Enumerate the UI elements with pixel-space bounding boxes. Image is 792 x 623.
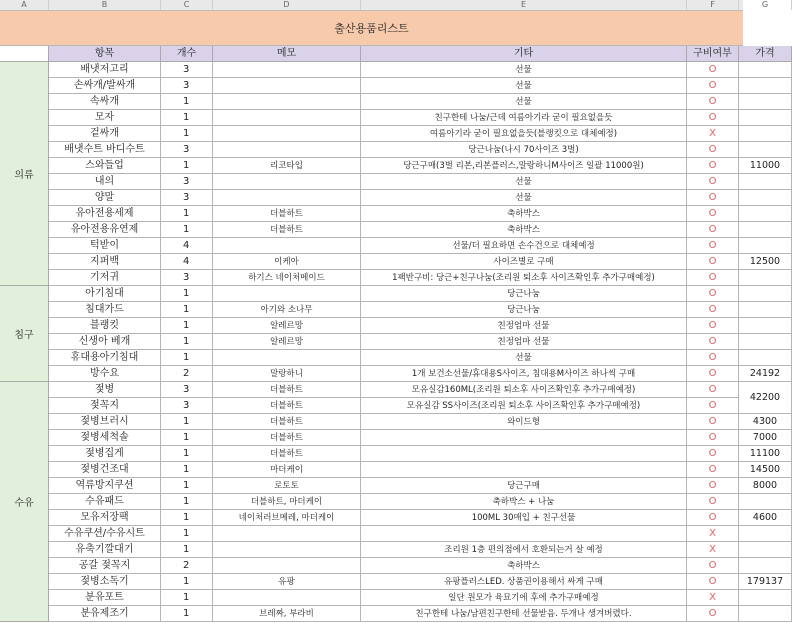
cell-item[interactable]: 스와들업 — [49, 158, 161, 174]
cell-etc[interactable]: 당근나눔(나시 70사이즈 3벌) — [361, 142, 687, 158]
cell-count[interactable]: 1 — [161, 126, 213, 142]
table-row — [49, 62, 743, 78]
cell-etc[interactable]: 유팡플러스LED. 상품권이용해서 싸게 구매 — [361, 574, 687, 590]
table-row — [49, 286, 743, 302]
cell-memo[interactable]: 로토토 — [213, 478, 361, 494]
table-row — [49, 590, 743, 606]
cell-memo[interactable]: 네이처러브메레, 마더케이 — [213, 510, 361, 526]
sheet-title[interactable]: 출산용품리스트 — [0, 11, 743, 46]
cell-price[interactable] — [739, 318, 792, 334]
cell-price[interactable]: 11000 — [739, 158, 792, 174]
cell-memo[interactable]: 리코타입 — [213, 158, 361, 174]
cell-price[interactable] — [739, 110, 792, 126]
column-f[interactable]: F — [687, 0, 739, 10]
column-e[interactable]: E — [361, 0, 687, 10]
cell-price[interactable] — [739, 126, 792, 142]
table-row — [49, 238, 743, 254]
cell-bought[interactable]: O — [687, 94, 739, 110]
table-row — [49, 446, 781, 462]
table-row — [49, 174, 743, 190]
cell-memo[interactable] — [213, 94, 361, 110]
cell-item[interactable]: 배냇수트 바디수트 — [49, 142, 161, 158]
table-row — [49, 270, 743, 286]
table-header-row — [0, 46, 775, 62]
cell-memo[interactable]: 더블하트, 마더케이 — [213, 494, 361, 510]
cell-memo[interactable] — [213, 126, 361, 142]
cell-bought[interactable]: O — [687, 606, 739, 622]
cell-bought[interactable]: O — [687, 414, 739, 430]
column-g[interactable]: G — [739, 0, 792, 10]
cell-count[interactable]: 3 — [161, 174, 213, 190]
cell-memo[interactable] — [213, 142, 361, 158]
cell-memo[interactable]: 말랑하니 — [213, 366, 361, 382]
cell-bought[interactable]: O — [687, 462, 739, 478]
cell-count[interactable]: 1 — [161, 494, 213, 510]
cell-etc[interactable]: 당근구매(3벌 리본,리본플러스,말랑하니M사이즈 일괄 11000원) — [361, 158, 687, 174]
cell-etc[interactable]: 축하박스 + 나눔 — [361, 494, 687, 510]
cell-count[interactable]: 3 — [161, 62, 213, 78]
cell-bought[interactable]: O — [687, 446, 739, 462]
cell-etc[interactable]: 선물 — [361, 190, 687, 206]
cell-etc[interactable]: 선물 — [361, 350, 687, 366]
table-row — [49, 190, 743, 206]
cell-price[interactable] — [739, 542, 792, 558]
cell-memo[interactable] — [213, 110, 361, 126]
cell-item[interactable]: 역류방지쿠션 — [49, 478, 161, 494]
cell-price[interactable]: 4600 — [739, 510, 792, 526]
cell-bought[interactable]: O — [687, 190, 739, 206]
cell-item[interactable]: 손싸개/발싸개 — [49, 78, 161, 94]
cell-etc[interactable]: 축하박스 — [361, 558, 687, 574]
cell-bought[interactable]: X — [687, 526, 739, 542]
cell-item[interactable]: 공갈 젖꼭지 — [49, 558, 161, 574]
table-row — [49, 542, 743, 558]
table-row — [49, 94, 743, 110]
cell-memo[interactable]: 아기와 소나무 — [213, 302, 361, 318]
table-row — [49, 206, 743, 222]
cell-etc[interactable]: 여름아기라 굳이 필요없을듯(블랭킷으로 대체예정) — [361, 126, 687, 142]
cell-item[interactable]: 젖병브러시 — [49, 414, 161, 430]
cell-bought[interactable]: O — [687, 478, 739, 494]
cell-bought[interactable]: O — [687, 142, 739, 158]
cell-bought[interactable]: O — [687, 350, 739, 366]
table-row — [49, 158, 781, 174]
cell-price[interactable] — [739, 526, 792, 542]
cell-bought[interactable]: O — [687, 286, 739, 302]
cell-memo[interactable]: 더블하트 — [213, 382, 361, 398]
cell-count[interactable]: 1 — [161, 302, 213, 318]
cell-etc[interactable]: 1개 보건소선물/휴대용S사이즈, 침대용M사이즈 하나씩 구매 — [361, 366, 687, 382]
cell-price[interactable]: 4300 — [739, 414, 792, 430]
cell-count[interactable]: 3 — [161, 270, 213, 286]
table-row — [49, 558, 743, 574]
cell-bought[interactable]: O — [687, 110, 739, 126]
cell-item[interactable]: 지퍼백 — [49, 254, 161, 270]
cell-price[interactable]: 14500 — [739, 462, 792, 478]
cell-count[interactable]: 1 — [161, 542, 213, 558]
cell-price[interactable]: 8000 — [739, 478, 792, 494]
cell-bought[interactable]: O — [687, 334, 739, 350]
cell-memo[interactable] — [213, 174, 361, 190]
cell-bought[interactable]: O — [687, 222, 739, 238]
table-row — [49, 78, 743, 94]
cell-etc[interactable]: 조리원 1층 편의점에서 호환되는거 살 예정 — [361, 542, 687, 558]
cell-etc[interactable] — [361, 446, 687, 462]
cell-item[interactable]: 젖병소독기 — [49, 574, 161, 590]
table-row — [49, 574, 784, 590]
cell-item[interactable]: 수유쿠션/수유시트 — [49, 526, 161, 542]
cell-price[interactable] — [739, 206, 792, 222]
cell-bought[interactable]: O — [687, 430, 739, 446]
cell-bought[interactable]: O — [687, 206, 739, 222]
header-etc[interactable]: 기타 — [361, 46, 687, 62]
cell-price[interactable] — [739, 190, 792, 206]
cell-price[interactable] — [739, 286, 792, 302]
group-label-cell[interactable]: 의류 — [0, 62, 49, 286]
cell-etc[interactable]: 선물 — [361, 174, 687, 190]
header-count[interactable]: 개수 — [161, 46, 213, 62]
cell-memo[interactable] — [213, 78, 361, 94]
cell-count[interactable]: 1 — [161, 478, 213, 494]
cell-etc[interactable]: 친정엄마 선물 — [361, 318, 687, 334]
cell-count[interactable]: 1 — [161, 430, 213, 446]
cell-memo[interactable] — [213, 350, 361, 366]
cell-etc[interactable]: 축하박스 — [361, 206, 687, 222]
cell-price[interactable] — [739, 174, 792, 190]
table-row — [49, 110, 743, 126]
cell-etc[interactable]: 와이드형 — [361, 414, 687, 430]
cell-memo[interactable] — [213, 62, 361, 78]
cell-item[interactable]: 겉싸개 — [49, 126, 161, 142]
cell-count[interactable]: 3 — [161, 382, 213, 398]
table-row — [49, 334, 743, 350]
cell-count[interactable]: 2 — [161, 558, 213, 574]
cell-etc[interactable]: 친정엄마 선물 — [361, 334, 687, 350]
cell-etc[interactable]: 친구한테 나눔/근데 여름아기라 굳이 필요없을듯 — [361, 110, 687, 126]
column-c[interactable]: C — [161, 0, 213, 10]
table-row — [49, 126, 743, 142]
cell-item[interactable]: 모유저장팩 — [49, 510, 161, 526]
cell-etc[interactable]: 당근구매 — [361, 478, 687, 494]
cell-item[interactable]: 양말 — [49, 190, 161, 206]
table-row — [49, 494, 743, 510]
cell-bought[interactable]: O — [687, 78, 739, 94]
cell-item[interactable]: 신생아 베개 — [49, 334, 161, 350]
table-row — [49, 222, 743, 238]
cell-memo[interactable]: 유팡 — [213, 574, 361, 590]
header-price[interactable]: 가격 — [739, 46, 792, 62]
table-row — [49, 382, 781, 403]
cell-bought[interactable]: O — [687, 510, 739, 526]
cell-memo[interactable]: 더블하트 — [213, 414, 361, 430]
cell-memo[interactable]: 알레르망 — [213, 334, 361, 350]
cell-count[interactable]: 3 — [161, 142, 213, 158]
cell-item[interactable]: 속싸개 — [49, 94, 161, 110]
cell-etc[interactable] — [361, 430, 687, 446]
cell-etc[interactable] — [361, 526, 687, 542]
cell-count[interactable]: 3 — [161, 398, 213, 414]
cell-item[interactable]: 젖병집게 — [49, 446, 161, 462]
cell-memo[interactable] — [213, 558, 361, 574]
cell-memo[interactable]: 더블하트 — [213, 206, 361, 222]
cell-price[interactable] — [739, 494, 792, 510]
header-memo[interactable]: 메모 — [213, 46, 361, 62]
cell-memo[interactable]: 이케아 — [213, 254, 361, 270]
table-row — [49, 414, 778, 430]
cell-memo[interactable]: 더블하트 — [213, 222, 361, 238]
cell-bought[interactable]: O — [687, 158, 739, 174]
cell-bought[interactable]: O — [687, 302, 739, 318]
cell-item[interactable]: 블랭킷 — [49, 318, 161, 334]
cell-price[interactable] — [739, 302, 792, 318]
cell-price[interactable]: 7000 — [739, 430, 792, 446]
cell-item[interactable]: 배냇저고리 — [49, 62, 161, 78]
cell-bought[interactable]: O — [687, 382, 739, 398]
table-row — [49, 526, 743, 542]
table-row — [49, 478, 778, 494]
cell-count[interactable]: 4 — [161, 238, 213, 254]
cell-item[interactable]: 젖병세척솔 — [49, 430, 161, 446]
cell-etc[interactable]: 1팩반구비: 당근+친구나눔(조리원 퇴소후 사이즈확인후 추가구매예정) — [361, 270, 687, 286]
cell-etc[interactable]: 선물 — [361, 78, 687, 94]
cell-count[interactable]: 1 — [161, 110, 213, 126]
cell-count[interactable]: 1 — [161, 158, 213, 174]
cell-count[interactable]: 1 — [161, 590, 213, 606]
cell-memo[interactable]: 브레짜, 부라비 — [213, 606, 361, 622]
cell-price[interactable] — [739, 94, 792, 110]
cell-count[interactable]: 1 — [161, 286, 213, 302]
cell-count[interactable]: 4 — [161, 254, 213, 270]
cell-price[interactable]: 12500 — [739, 254, 792, 270]
cell-memo[interactable]: 하기스 네이처메이드 — [213, 270, 361, 286]
column-a[interactable]: A — [0, 0, 49, 10]
group-label-cell[interactable]: 침구 — [0, 286, 49, 382]
cell-price[interactable]: 42200 — [739, 382, 792, 414]
cell-price[interactable] — [739, 62, 792, 78]
cell-count[interactable]: 1 — [161, 462, 213, 478]
cell-count[interactable]: 1 — [161, 94, 213, 110]
cell-price[interactable] — [739, 270, 792, 286]
table-row — [49, 462, 781, 478]
cell-etc[interactable] — [361, 462, 687, 478]
table-row — [49, 398, 743, 414]
cell-memo[interactable] — [213, 590, 361, 606]
cell-memo[interactable] — [213, 286, 361, 302]
cell-memo[interactable] — [213, 542, 361, 558]
cell-etc[interactable]: 친구한테 나눔/남편친구한테 선물받음. 두개나 생겨버렸다. — [361, 606, 687, 622]
cell-count[interactable]: 1 — [161, 446, 213, 462]
group-label-cell[interactable]: 수유 — [0, 382, 49, 622]
cell-etc[interactable]: 모유실감160ML(조리원 퇴소후 사이즈확인후 추가구매예정) — [361, 382, 687, 398]
cell-bought[interactable]: O — [687, 270, 739, 286]
cell-etc[interactable]: 선물 — [361, 94, 687, 110]
table-row — [49, 142, 743, 158]
cell-price[interactable] — [739, 558, 792, 574]
cell-count[interactable]: 1 — [161, 606, 213, 622]
cell-item[interactable]: 모자 — [49, 110, 161, 126]
cell-etc[interactable]: 100ML 30매입 + 친구선물 — [361, 510, 687, 526]
cell-bought[interactable]: O — [687, 366, 739, 382]
column-b[interactable]: B — [49, 0, 161, 10]
cell-memo[interactable] — [213, 238, 361, 254]
cell-memo[interactable]: 알레르망 — [213, 318, 361, 334]
header-item[interactable]: 항목 — [49, 46, 161, 62]
cell-count[interactable]: 1 — [161, 510, 213, 526]
cell-count[interactable]: 3 — [161, 78, 213, 94]
cell-count[interactable]: 1 — [161, 574, 213, 590]
cell-item[interactable]: 젖병건조대 — [49, 462, 161, 478]
cell-count[interactable]: 1 — [161, 414, 213, 430]
cell-count[interactable]: 1 — [161, 206, 213, 222]
cell-item[interactable]: 분유제조기 — [49, 606, 161, 622]
cell-item[interactable]: 분유포트 — [49, 590, 161, 606]
cell-etc[interactable]: 모유실감 SS사이즈(조리원 퇴소후 사이즈확인후 추가구매예정) — [361, 398, 687, 414]
cell-bought[interactable]: X — [687, 590, 739, 606]
cell-price[interactable] — [739, 238, 792, 254]
cell-price[interactable] — [739, 590, 792, 606]
cell-item[interactable]: 아기침대 — [49, 286, 161, 302]
cell-price[interactable] — [739, 142, 792, 158]
cell-bought[interactable]: O — [687, 574, 739, 590]
table-row — [49, 254, 781, 270]
cell-etc[interactable]: 일단 원모가 육묘기에 후에 추가구매예정 — [361, 590, 687, 606]
table-row — [49, 606, 743, 622]
cell-memo[interactable] — [213, 190, 361, 206]
header-bought[interactable]: 구비여부 — [687, 46, 739, 62]
cell-price[interactable] — [739, 222, 792, 238]
cell-item[interactable]: 휴대용아기침대 — [49, 350, 161, 366]
cell-memo[interactable]: 더블하트 — [213, 430, 361, 446]
table-row — [49, 318, 743, 334]
cell-count[interactable]: 1 — [161, 318, 213, 334]
table-row — [49, 510, 778, 526]
cell-bought[interactable]: X — [687, 542, 739, 558]
cell-item[interactable]: 유아전용세제 — [49, 206, 161, 222]
cell-item[interactable]: 젖병 — [49, 382, 161, 398]
cell-bought[interactable]: O — [687, 558, 739, 574]
cell-etc[interactable]: 선물/더 필요하면 손수건으로 대체예정 — [361, 238, 687, 254]
table-row — [49, 430, 778, 446]
cell-bought[interactable]: O — [687, 318, 739, 334]
cell-price[interactable] — [739, 606, 792, 622]
cell-item[interactable]: 수유패드 — [49, 494, 161, 510]
table-row — [49, 302, 743, 318]
cell-item[interactable]: 유축기깔대기 — [49, 542, 161, 558]
cell-item[interactable]: 기저귀 — [49, 270, 161, 286]
cell-bought[interactable]: O — [687, 174, 739, 190]
cell-count[interactable]: 1 — [161, 222, 213, 238]
cell-etc[interactable]: 축하박스 — [361, 222, 687, 238]
cell-etc[interactable]: 당근나눔 — [361, 302, 687, 318]
cell-item[interactable]: 내의 — [49, 174, 161, 190]
cell-count[interactable]: 2 — [161, 366, 213, 382]
cell-item[interactable]: 턱받이 — [49, 238, 161, 254]
cell-item[interactable]: 침대가드 — [49, 302, 161, 318]
cell-memo[interactable] — [213, 526, 361, 542]
cell-price[interactable] — [739, 78, 792, 94]
cell-item[interactable]: 젖꼭지 — [49, 398, 161, 414]
table-row — [49, 366, 781, 382]
cell-price[interactable]: 11100 — [739, 446, 792, 462]
cell-memo[interactable]: 더블하트 — [213, 398, 361, 414]
cell-bought[interactable]: O — [687, 254, 739, 270]
cell-memo[interactable]: 더블하트 — [213, 446, 361, 462]
cell-item[interactable]: 유아전용유연제 — [49, 222, 161, 238]
cell-memo[interactable]: 마더케이 — [213, 462, 361, 478]
cell-price[interactable] — [739, 334, 792, 350]
cell-count[interactable]: 1 — [161, 334, 213, 350]
cell-price[interactable] — [739, 350, 792, 366]
cell-count[interactable]: 1 — [161, 526, 213, 542]
cell-etc[interactable]: 사이즈별로 구매 — [361, 254, 687, 270]
cell-bought[interactable]: X — [687, 126, 739, 142]
header-blank-cell[interactable] — [0, 46, 49, 62]
column-d[interactable]: D — [213, 0, 361, 10]
cell-bought[interactable]: O — [687, 398, 739, 414]
table-row — [49, 350, 743, 366]
cell-bought[interactable]: O — [687, 62, 739, 78]
cell-price[interactable]: 24192 — [739, 366, 792, 382]
cell-bought[interactable]: O — [687, 238, 739, 254]
cell-bought[interactable]: O — [687, 494, 739, 510]
cell-count[interactable]: 3 — [161, 190, 213, 206]
column-header-bar — [0, 0, 769, 11]
cell-etc[interactable]: 선물 — [361, 62, 687, 78]
cell-count[interactable]: 1 — [161, 350, 213, 366]
cell-etc[interactable]: 당근나눔 — [361, 286, 687, 302]
cell-item[interactable]: 방수요 — [49, 366, 161, 382]
cell-price[interactable]: 179137 — [739, 574, 792, 590]
